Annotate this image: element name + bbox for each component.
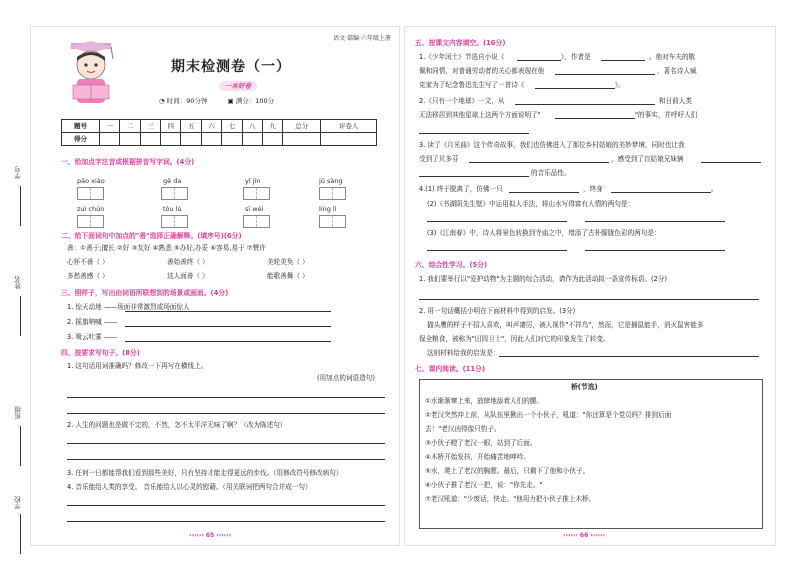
name-line [20, 296, 21, 336]
answer-box[interactable] [243, 215, 270, 228]
student-id-line [20, 186, 21, 226]
passage-line: ②老汉突然冲上前，从队伍里揪出一个小伙子，吼道："你还算是个党员吗？排到后面 [425, 411, 672, 419]
exam-page-right [404, 26, 776, 546]
answer-line[interactable] [67, 459, 385, 460]
section-2-title: 二、给下面词句中加点的"善"选择正确解释。(填序号)(6分) [61, 232, 242, 240]
passage-line: ⑦老汉吼道："少废话，快走。"他用力把小伙子推上木桥。 [425, 495, 596, 503]
answer-line[interactable] [427, 221, 567, 222]
answer-box[interactable] [319, 187, 346, 200]
question-text: ，著名诗人臧 [657, 67, 697, 75]
question-item: 能歌善舞（ ） [267, 272, 309, 280]
passage-line: ①水渐渐窜上来，放肆地舔着人们的腰。 [425, 397, 544, 405]
binding-label-school: 学校 [14, 496, 22, 509]
question-text: 克家为了纪念鲁迅先生写了一首诗《 [419, 81, 525, 89]
answer-line[interactable] [509, 192, 579, 193]
answer-line[interactable] [125, 326, 331, 327]
score-table [61, 119, 377, 146]
score-cell: 三 [140, 120, 160, 133]
score-input-cell[interactable] [262, 133, 282, 146]
score-input-cell[interactable] [120, 133, 140, 146]
score-cell: 五 [181, 120, 201, 133]
answer-box[interactable] [243, 187, 270, 200]
score-input-cell[interactable] [161, 133, 181, 146]
score-cell: 评卷人 [321, 120, 377, 133]
score-cell: 七 [222, 120, 242, 133]
question-text: 3. 读了《月光曲》这个传奇故事，我们也仿佛进入了那位乡村姑娘的美妙梦境，同时也让我 [419, 141, 685, 149]
answer-line[interactable] [125, 311, 331, 312]
page-number-left: ›››››› 65 ‹‹‹‹‹‹ [189, 531, 232, 539]
answer-line[interactable] [469, 162, 609, 163]
student-mascot-icon [65, 41, 117, 109]
question-text: 佩和同情，对普通劳动者的关心都表现在他 [419, 67, 545, 75]
question-text: ，终身 [583, 185, 603, 193]
pinyin: gē da [163, 177, 182, 185]
answer-box[interactable] [161, 215, 188, 228]
page-title: 期末检测卷（一） [171, 59, 291, 75]
pinyin: líng lì [319, 205, 337, 213]
pinyin: yǐ jìn [245, 177, 261, 185]
answer-line[interactable] [67, 505, 385, 506]
section-4-title: 四、按要求写句子。(8分) [61, 349, 140, 357]
time-info: ◔ 时间：90分钟 [159, 97, 208, 105]
question-text: (2)《书湖阴先生壁》中运用拟人手法，将山水写得富有人情的两句是： [427, 200, 635, 208]
score-cell: 九 [262, 120, 282, 133]
answer-line[interactable] [67, 443, 385, 444]
question-text: 》。 [615, 81, 625, 89]
answer-box[interactable] [77, 215, 104, 228]
question-text: 2.《只有一个地球》一文，从 [419, 97, 505, 105]
question-item: 3. 任何一日都能帮我们看到那些美好，只有坚持才能走得更远的步伐。（用修改符号修改病句） [67, 469, 343, 477]
passage-line: ⑤水，爬上了老汉的胸膛。最后，只剩下了他和小伙子。 [425, 467, 590, 475]
answer-line[interactable] [419, 299, 759, 300]
pinyin: pāo xiào [77, 177, 105, 185]
question-text: "的事实，并呼吁人们 [635, 111, 698, 119]
question-text: 无法移居到其他星球上这两个方面说明了" [419, 111, 541, 119]
score-info: ▣ 满分：100分 [227, 97, 275, 105]
score-input-cell[interactable] [140, 133, 160, 146]
score-input-cell[interactable] [222, 133, 242, 146]
answer-line[interactable] [67, 413, 385, 414]
score-table-score-row [62, 133, 377, 146]
section-5-title: 五、按课文内容填空。(16分) [415, 39, 506, 47]
question-item: 多愁善感（ ） [67, 272, 109, 280]
subject-label: 语文·部编·六年级上册 [333, 35, 391, 42]
question-text: 受到了贝多芬 [419, 155, 459, 163]
definition-options: 善：①善于;擅长 ②好 ③友好 ④熟悉 ⑤办好,办妥 ⑥容易,易于 ⑦赞许 [67, 244, 266, 252]
score-input-cell[interactable] [321, 133, 377, 146]
question-text: 。他对车夫的敬 [649, 53, 696, 61]
exam-info [159, 97, 274, 105]
score-row-label: 得分 [62, 133, 100, 146]
question-text: (3)《江南春》中，诗人将景色转换到寺庙之中，增添了古朴朦胧色彩的两句是： [427, 229, 661, 237]
score-cell: 八 [242, 120, 262, 133]
answer-line[interactable] [555, 118, 635, 119]
score-cell: 总分 [283, 120, 321, 133]
question-item: 2. 摇旗呐喊 —— [67, 318, 118, 326]
answer-line[interactable] [555, 74, 655, 75]
question-item: 美轮美奂（ ） [267, 258, 309, 266]
section-3-title: 三、照样子，写出由词语所联想到的场景或画面。(4分) [61, 289, 229, 297]
page-number-right: ›››››› 66 ‹‹‹‹‹‹ [563, 531, 606, 539]
score-input-cell[interactable] [242, 133, 262, 146]
pinyin: jǔ sàng [319, 177, 343, 185]
answer-line[interactable] [585, 221, 725, 222]
binding-label-name: 姓名 [14, 276, 22, 289]
exam-page-left [30, 26, 400, 546]
answer-line[interactable] [515, 104, 655, 105]
answer-line[interactable] [611, 192, 711, 193]
passage-line: 去！"老汉凶得像只豹子。 [425, 425, 501, 433]
question-text: 4.(1) 终于脱离了，仿佛一只 [419, 185, 503, 193]
question-text: 1.《少年闰土》节选自小说《 [419, 53, 505, 61]
answer-line[interactable] [535, 88, 615, 89]
class-line [20, 426, 21, 466]
pinyin: tōu lù [163, 205, 182, 213]
answer-line[interactable] [67, 397, 385, 398]
question-text: ，感受到了盲姑娘兄妹俩 [611, 155, 684, 163]
answer-box[interactable] [77, 187, 104, 200]
material-text: 保全粮食，被称为"田园卫士"，因此人们对它的印象发生了转变。 [419, 335, 610, 343]
pinyin: zuì chún [77, 205, 105, 213]
answer-line[interactable] [499, 356, 759, 357]
question-text: 和日前人类 [659, 97, 692, 105]
score-cell: 四 [161, 120, 181, 133]
binding-margin [0, 26, 30, 546]
answer-line[interactable] [67, 521, 385, 522]
question-item: 心怀不善（ ） [67, 258, 109, 266]
question-item: 2. 人生的问题也是做不完的，不然，怎不太平洋无味了啊？（改为陈述句） [67, 421, 287, 429]
answer-line[interactable] [419, 133, 529, 134]
question-item: 这人面善（ ） [167, 272, 209, 280]
score-input-cell[interactable] [181, 133, 201, 146]
answer-line[interactable] [585, 250, 725, 251]
section-7-title: 七、课内阅读。(11分) [415, 365, 486, 373]
question-text: 这则材料给我的启发是： [427, 349, 500, 357]
example-item: 1. 惊天动地 ——场面非常激烈或场面惊人 [67, 303, 190, 311]
answer-line[interactable] [601, 60, 645, 61]
binding-label-class: 班级 [14, 406, 22, 419]
question-text: 》，作者是 [561, 53, 591, 61]
passage-line: ④木桥开始发抖，开始痛苦地呻吟。 [425, 453, 530, 461]
passage-line: ⑥小伙子推了老汉一把，说："你先走。" [425, 481, 543, 489]
school-line [20, 514, 21, 554]
pinyin: sī wéi [245, 205, 264, 213]
answer-line[interactable] [427, 250, 567, 251]
binding-label-student-id: 学号 [14, 166, 22, 179]
question-item: 善始善终（ ） [167, 258, 209, 266]
passage-title: 桥(节选) [571, 383, 598, 391]
score-input-cell[interactable] [283, 133, 321, 146]
answer-line[interactable] [517, 60, 561, 61]
question-item: 4. 音乐能给人类的享受。 音乐能给人以心灵的慰藉。（用关联词把两句合并成一句） [67, 483, 312, 491]
score-cell: 题号 [62, 120, 100, 133]
score-cell: 二 [120, 120, 140, 133]
section-6-title: 六、综合性学习。(5分) [415, 261, 488, 269]
question-item: 3. 喷云吐雾 —— [67, 333, 118, 341]
subtitle-badge: 一本好卷 [219, 81, 257, 91]
score-cell: 一 [100, 120, 120, 133]
question-text: 的音乐品性。 [531, 169, 571, 177]
answer-line[interactable] [125, 341, 331, 342]
answer-line[interactable] [701, 162, 761, 163]
question-hint: (用加点的词语造句) [317, 374, 375, 382]
score-input-cell[interactable] [201, 133, 221, 146]
question-text: 1. 我们要举行以"爱护动物"为主题的综合活动，请作为此活动拟一条宣传标语。(2分) [419, 275, 667, 283]
passage-line: ③小伙子瞪了老汉一眼，站到了后面。 [425, 439, 537, 447]
question-text: 。 [711, 185, 718, 193]
question-item: 1. 这句话用词准确吗？修改一下再写在横线上。 [67, 362, 208, 370]
answer-box[interactable] [161, 187, 188, 200]
question-text: 2. 用一句话概括小明在下面材料中得到的启发。(3分) [419, 307, 576, 315]
score-cell: 六 [201, 120, 221, 133]
score-table-header-row [62, 120, 377, 133]
material-text: 猫头鹰的样子不招人喜欢，叫声凄厉，被人视作"不祥鸟"，然而，它是捕鼠能手，消灭鼠害能多 [427, 321, 704, 329]
answer-box[interactable] [319, 215, 346, 228]
score-input-cell[interactable] [100, 133, 120, 146]
section-1-title: 一、给加点字注音或根据拼音写字词。(4分) [61, 158, 195, 166]
answer-line[interactable] [419, 176, 529, 177]
